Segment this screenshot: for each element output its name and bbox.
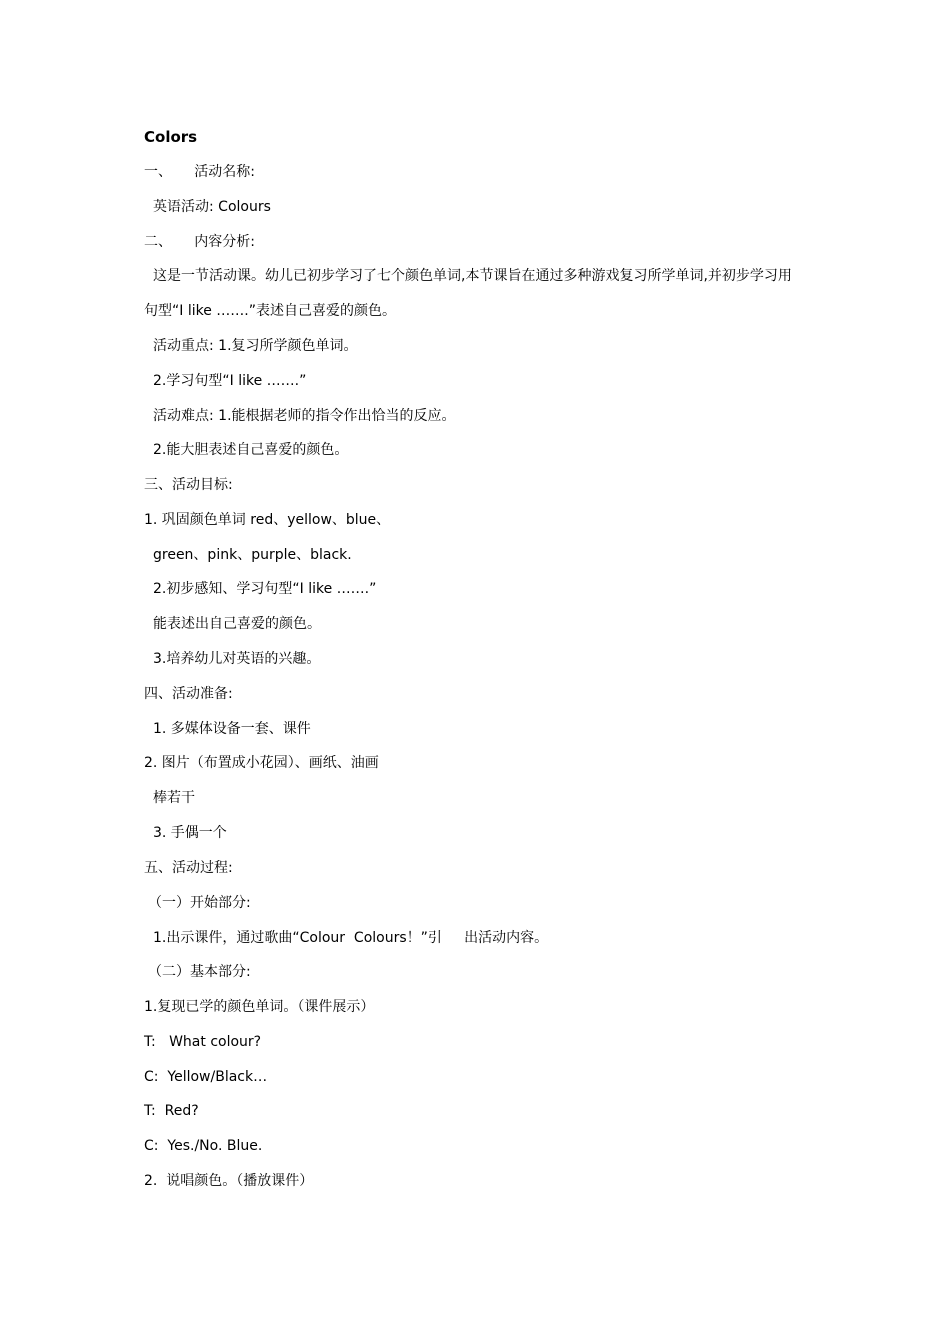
paragraph-line: 2.能大胆表述自己喜爱的颜色。 bbox=[153, 442, 349, 458]
paragraph-line: 3. 手偶一个 bbox=[153, 825, 227, 841]
section-heading-preparation: 四、活动准备: bbox=[144, 686, 233, 702]
paragraph-line: 2.初步感知、学习句型“I like …….” bbox=[153, 581, 377, 597]
document-title: Colors bbox=[144, 128, 198, 146]
paragraph-line: 2.学习句型“I like …….” bbox=[153, 373, 307, 389]
dialogue-line: C: Yellow/Black… bbox=[144, 1069, 268, 1085]
paragraph-line: 活动难点: 1.能根据老师的指令作出恰当的反应。 bbox=[153, 408, 456, 424]
paragraph-line: 2. 说唱颜色。（播放课件） bbox=[144, 1173, 314, 1189]
section-heading-content-analysis: 二、 内容分析: bbox=[144, 234, 255, 250]
subsection-heading: （一）开始部分: bbox=[148, 895, 251, 911]
dialogue-line: C: Yes./No. Blue. bbox=[144, 1138, 263, 1154]
paragraph-line: 能表述出自己喜爱的颜色。 bbox=[153, 616, 321, 632]
paragraph-line: 英语活动: Colours bbox=[153, 199, 271, 215]
dialogue-line: T: What colour? bbox=[144, 1034, 262, 1050]
subsection-heading: （二）基本部分: bbox=[148, 964, 251, 980]
paragraph-line: 活动重点: 1.复习所学颜色单词。 bbox=[153, 338, 358, 354]
paragraph-line: 这是一节活动课。幼儿已初步学习了七个颜色单词,本节课旨在通过多种游戏复习所学单词,并初步学习用 bbox=[153, 268, 792, 284]
paragraph-line: 1. 巩固颜色单词 red、yellow、blue、 bbox=[144, 512, 391, 528]
paragraph-line: 2. 图片（布置成小花园）、画纸、油画 bbox=[144, 755, 379, 771]
dialogue-line: T: Red? bbox=[144, 1103, 199, 1119]
section-heading-activity-name: 一、 活动名称: bbox=[144, 164, 255, 180]
paragraph-line: 1. 多媒体设备一套、课件 bbox=[153, 721, 311, 737]
paragraph-line: green、pink、purple、black. bbox=[153, 547, 352, 563]
paragraph-line: 3.培养幼儿对英语的兴趣。 bbox=[153, 651, 321, 667]
section-heading-objectives: 三、活动目标: bbox=[144, 477, 233, 493]
paragraph-line: 棒若干 bbox=[153, 790, 195, 806]
paragraph-line: 1.复现已学的颜色单词。（课件展示） bbox=[144, 999, 375, 1015]
paragraph-line: 句型“I like …….”表述自己喜爱的颜色。 bbox=[144, 303, 396, 319]
section-heading-process: 五、活动过程: bbox=[144, 860, 233, 876]
paragraph-line: 1.出示课件，通过歌曲“Colour Colours！”引 出活动内容。 bbox=[153, 930, 549, 946]
